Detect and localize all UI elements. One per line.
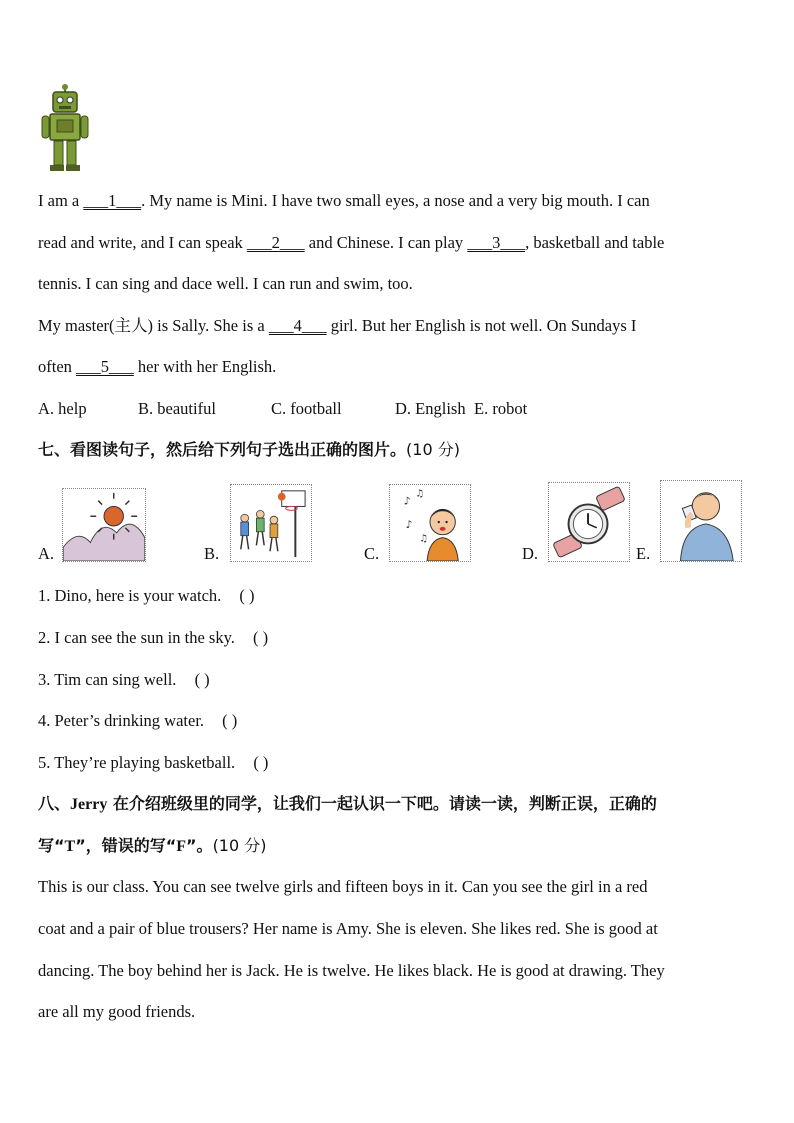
picture-letter-e: E. [636,544,651,563]
section7-heading [38,439,758,461]
question-text: 2. I can see the sun in the sky. [38,628,235,647]
option-c: C. football [271,399,342,418]
section8-heading-line-1 [38,793,758,816]
blank-3: ___3___ [467,233,526,252]
text: read and write, and I can speak [38,233,247,252]
heading-text: 八、 [38,794,71,813]
question-text: 1. Dino, here is your watch. [38,586,222,605]
answer-paren[interactable]: ( ) [222,711,238,730]
passage-line-5 [38,356,758,378]
section8-passage-line-3: dancing. The boy behind her is Jack. He is twelve. He likes black. He is good at drawing. They [38,961,665,980]
heading-name: Jerry [70,796,108,813]
section8-passage-line-4: are all my good friends. [38,1002,196,1021]
heading-text: 写“ [38,836,65,855]
svg-text:♪: ♪ [403,494,411,508]
svg-text:♪: ♪ [405,517,413,531]
option-b: B. beautiful [138,399,216,418]
sun-picture [62,488,146,562]
passage-line-2 [38,232,758,254]
option-a: A. help [38,399,87,418]
text: and Chinese. I can play [304,233,468,252]
question-text: 4. Peter’s drinking water. [38,711,205,730]
question-text: 3. Tim can sing well. [38,670,177,689]
question-text: 5. They’re playing basketball. [38,753,236,772]
text: her with her English. [133,357,277,376]
heading-F: F [176,838,187,855]
answer-paren[interactable]: ( ) [253,628,269,647]
heading-text: ”，错误的写“ [75,836,177,855]
section8-heading-line-2 [38,835,758,858]
answer-paren[interactable]: ( ) [253,753,269,772]
heading-text: ”。 [186,836,213,855]
text: girl. But her English is not well. On Sundays I [326,316,637,335]
option-d: D. English [395,399,466,418]
text: often [38,357,77,376]
passage-line-3: tennis. I can sing and dace well. I can run and swim, too. [38,274,413,293]
singing-picture [389,484,471,562]
passage-line-1 [38,190,758,212]
heading-T: T [64,838,76,855]
question-2 [38,627,758,649]
passage-line-4 [38,315,758,337]
question-3 [38,669,758,691]
answer-paren[interactable]: ( ) [239,586,255,605]
section-score: (10 分) [212,836,267,855]
text: , basketball and table [525,233,665,252]
blank-4: ___4___ [268,316,327,335]
text: I am a [38,191,84,210]
picture-letter-b: B. [204,544,220,563]
svg-text:♫: ♫ [419,533,429,545]
answer-paren[interactable]: ( ) [194,670,210,689]
option-e: E. robot [474,399,528,418]
section-score: (10 分) [406,440,460,459]
robot-illustration [40,84,90,172]
basketball-picture [230,484,312,562]
text: My master(主人) is Sally. She is a [38,316,269,335]
section8-passage-line-2: coat and a pair of blue trousers? Her name is Amy. She is eleven. She likes red. She is good at [38,919,658,938]
question-5 [38,752,758,774]
watch-picture [548,482,630,562]
section8-passage-line-1: This is our class. You can see twelve girls and fifteen boys in it. Can you see the girl in a red [38,877,648,896]
text: . My name is Mini. I have two small eyes, a nose and a very big mouth. I can [141,191,650,210]
heading-text: 在介绍班级里的同学，让我们一起认识一下吧。请读一读，判断正误，正确的 [107,794,657,813]
question-1 [38,585,758,607]
question-4 [38,710,758,732]
picture-letter-d: D. [522,544,539,563]
heading-text: 七、看图读句子，然后给下列句子选出正确的图片。 [38,440,407,459]
picture-letter-c: C. [364,544,380,563]
blank-5: ___5___ [76,357,134,376]
picture-letter-a: A. [38,544,55,563]
blank-2: ___2___ [246,233,305,252]
blank-1: ___1___ [83,191,142,210]
svg-text:♫: ♫ [415,488,425,500]
drinking-picture [660,480,742,562]
